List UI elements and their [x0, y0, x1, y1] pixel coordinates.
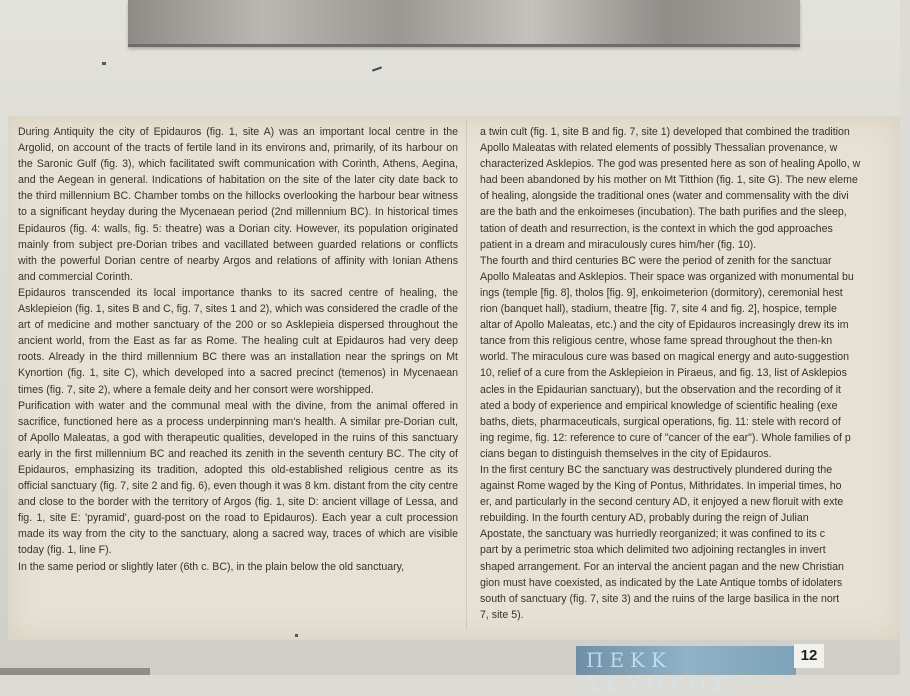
relief-sculpture-photo: [128, 0, 800, 47]
text-line: a twin cult (fig. 1, site B and fig. 7, site 1) developed that combined the tradition: [480, 126, 850, 138]
text-line: world. The miraculous cure was based on magical energy and auto-suggestion: [480, 351, 850, 364]
right-text-column: [480, 124, 910, 623]
column-divider: [466, 120, 467, 630]
plaque-inscription: ΠΕΚΚ ΣΕΥΗΡΟΣ: [586, 648, 732, 696]
paragraph-3: Purification with water and the communal meal with the divine, from the animal offered in sacrifice, functioned here as a process underpinning man's health. A similar pre-Dorian cult, of Apollo Maleatas, a god with therapeutic qualities, developed in the ruins of this sanctuary early in the first millennium BC and reached its zenith in the seventh century BC. The city of Epidauros, emphasizing its tradition, adopted this old-established religious centre as its official sanctuary (fig. 7, site 2 and fig. 6), even though it was 8 km. distant from the city centre and close to the border with the territory of Argos (fig. 1, site D: ancient village of Lessa, and fig. 1, site E: 'pyramid', guard-post on the road to Epidauros). Each year a cult procession made its way from the city to the sanctuary, along a sacred way, traces of which are visible today (fig. 1, line F).: [18, 399, 458, 557]
text-line: cians began to distinguish themselves in the city of Epidauros.: [480, 447, 772, 460]
text-line: 10, relief of a cure from the Asklepieion in Piraeus, and fig. 13, list of Asklepios: [480, 367, 847, 380]
paragraph-4: In the same period or slightly later (6th c. BC), in the plain below the old sanctuary,: [18, 560, 405, 573]
text-line: shaped arrangement. For an interval the ancient pagan and the new Christian: [480, 560, 844, 573]
text-line: tance from this religious centre, whose fame spread throughout the then-kn: [480, 335, 833, 348]
text-line: ing regime, fig. 12: reference to cure of "cancer of the ear"). Whole families of p: [480, 431, 851, 444]
text-line: Apollo Maleatas with related elements of possibly Thessalian provenance, w: [480, 142, 838, 155]
text-line: The fourth and third centuries BC were the period of zenith for the sanctuar: [480, 254, 832, 267]
paragraph-2: Epidauros transcended its local importance thanks to its sacred centre of healing, the Asklepieion (fig. 1, sites B and C, fig. 7, sites 1 and 2), which was considered the cradle of the art of medicine and mother sanctuary of the 200 or so Asklepieia dispersed throughout the ancient world, from the East as far as Rome. The healing cult at Epidauros had very deep roots. Already in the third millennium BC there was an installation near the springs on Mt Kynortion (fig. 1, site C), which developed into a sacred precinct (temenos) in Mycenaean times (fig. 7, site 2), where a female deity and her consort were worshipped.: [18, 286, 458, 396]
paragraph-1: During Antiquity the city of Epidauros (fig. 1, site A) was an important local centre in the Argolid, on account of the tracts of fertile land in its environs and, primarily, of its harbour on the Saronic Gulf (fig. 3), which facilitated swift communication with Corinth, Athens, Aegina, and the Aegean in general. Indications of habitation on the site of the later city date back to the third millennium BC. Chamber tombs on the hillocks overlooking the harbour bear witness to a significant heyday during the Mycenaean period (2nd millennium BC). In historical times Epidauros (fig. 4: walls, fig. 5: theatre) was a Dorian city. However, its population originated mainly from subject pre-Dorian tribes and vacillated between guarded relations or conflicts with the powerful Dorian centre of nearby Argos and relations of affinity with Ionian Athens and commercial Corinth.: [18, 126, 458, 283]
left-text-column: [18, 124, 458, 575]
text-line: south of sanctuary (fig. 7, site 3) and the ruins of the large basilica in the nort: [480, 592, 840, 605]
text-line: rion (banquet hall), stadium, theatre [fig. 7, site 4 and fig. 2], hospice, temple: [480, 303, 837, 316]
text-line: 7, site 5).: [480, 608, 524, 621]
text-line: er, and particularly in the second century AD, it enjoyed a new floruit with exte: [480, 496, 844, 509]
text-line: tation of death and resurrection, is the context in which the god approaches: [480, 222, 833, 235]
text-line: ings (temple [fig. 8], tholos [fig. 9], enkoimeterion (dormitory), ceremonial hest: [480, 286, 843, 299]
wall-mark: [295, 634, 298, 637]
frame-edge: [0, 668, 150, 675]
text-line: rebuilding. In the fourth century AD, probably during the reign of Julian: [480, 512, 809, 525]
text-line: characterized Asklepios. The god was presented here as son of healing Apollo, w: [480, 158, 861, 171]
text-line: altar of Apollo Maleatas, etc.) and the city of Epidauros increasingly drew its im: [480, 319, 849, 332]
text-line: ated a body of experience and empirical knowledge of scientific healing (exe: [480, 399, 838, 412]
text-line: In the first century BC the sanctuary was destructively plundered during the: [480, 463, 833, 476]
inscription-plaque-photo: [576, 646, 796, 696]
text-line: are the bath and the enkoimeses (incubation). The bath purifies and the sleep,: [480, 206, 847, 219]
page-number: 12: [794, 644, 824, 668]
text-line: had been abandoned by his mother on Mt Titthion (fig. 1, site G). The new eleme: [480, 174, 858, 187]
text-line: patient in a dream and miraculously cures him/her (fig. 10).: [480, 238, 757, 251]
text-line: Apollo Maleatas and Asklepios. Their space was organized with monumental bu: [480, 270, 854, 283]
text-line: acles in the Epidaurian sanctuary), but the observation and the recording of it: [480, 383, 841, 396]
wall-mark: [102, 62, 106, 65]
text-line: against Rome waged by the King of Pontus, Mithridates. In imperial times, ho: [480, 480, 842, 493]
text-line: baths, diets, pharmaceuticals, surgical operations, fig. 11: stele with record of: [480, 415, 841, 428]
text-line: part by a perimetric stoa which delimited two adjoining rectangles in invert: [480, 544, 826, 557]
text-line: gion must have coexisted, as indicated by the Late Antique tombs of idolaters: [480, 576, 843, 589]
text-line: Apostate, the sanctuary was hurriedly reorganized; it was confined to its c: [480, 528, 826, 541]
text-line: of healing, alongside the traditional ones (water and commensality with the divi: [480, 190, 849, 203]
